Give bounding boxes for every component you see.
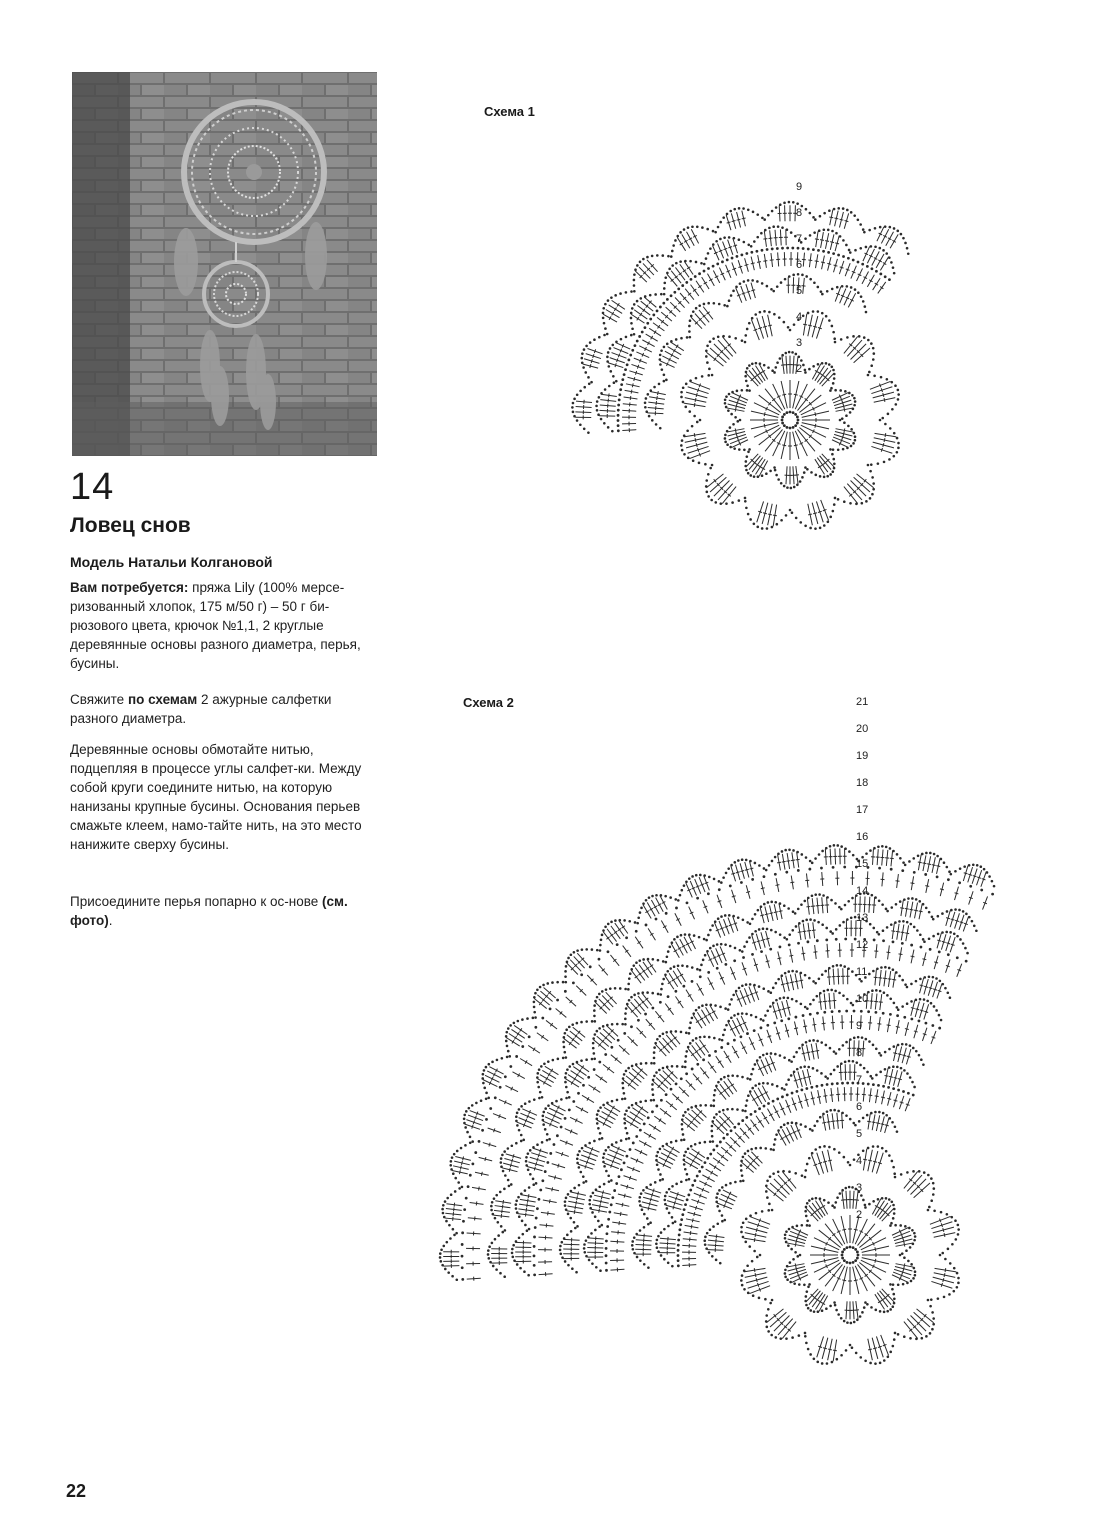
row-number: 3 [796, 337, 803, 349]
row-number: 6 [796, 259, 803, 271]
row-number: 20 [856, 723, 869, 735]
row-number: 14 [856, 885, 869, 897]
materials-label: Вам потребуется: [70, 580, 189, 595]
row-number: 19 [856, 750, 869, 762]
scheme2-label: Схема 2 [463, 695, 514, 710]
step3-post: . [108, 913, 113, 928]
materials-body: пряжа Lily (100% мерсе-ризованный хлопок, 175 м/50 г) – 50 г би-рюзового цвета, крючок №1,1, 2 круглые деревянные основы разного диаметра, перья, бусины. [70, 580, 361, 671]
row-number: 9 [856, 1020, 863, 1032]
scheme1-diagram [571, 181, 909, 530]
scheme1-label: Схема 1 [484, 104, 535, 119]
row-number: 17 [856, 804, 869, 816]
row-number: 2 [856, 1209, 863, 1221]
model-author: Модель Натальи Колгановой [70, 554, 273, 570]
row-number: 4 [796, 311, 803, 323]
model-title: Ловец снов [70, 514, 191, 537]
page-number: 22 [66, 1481, 87, 1501]
row-number: 11 [856, 966, 868, 978]
step1-pre: Свяжите [70, 692, 128, 707]
row-number: 5 [796, 285, 803, 297]
row-number: 7 [796, 233, 803, 245]
step3-bold: (см. фото) [70, 894, 348, 928]
row-number: 12 [856, 939, 869, 951]
row-number: 9 [796, 181, 803, 193]
row-number: 8 [796, 207, 803, 219]
row-number: 15 [856, 858, 869, 870]
step1-post: 2 ажурные салфетки разного диаметра. [70, 692, 332, 726]
row-number: 21 [856, 696, 869, 708]
row-number: 16 [856, 831, 869, 843]
step1-bold: по схемам [127, 692, 198, 707]
model-number: 14 [70, 466, 115, 508]
step2-paragraph: Деревянные основы обмотайте нитью, подцепляя в процессе углы салфет-ки. Между собой круги соедините нитью, на которую нанизаны крупные бусины. Основания перьев смажьте клеем, намо-тайте нить, на это место нанижите сверху бусины. [70, 742, 362, 852]
row-number: 13 [856, 912, 869, 924]
row-number: 7 [856, 1074, 863, 1086]
step3-pre: Присоедините перья попарно к ос-нове [70, 894, 323, 909]
row-number: 6 [856, 1101, 863, 1113]
row-number: 4 [856, 1155, 863, 1167]
row-number: 8 [856, 1047, 863, 1059]
row-number: 2 [796, 363, 803, 375]
scheme2-diagram [439, 696, 996, 1365]
row-number: 3 [856, 1182, 863, 1194]
row-number: 10 [856, 993, 869, 1005]
row-number: 18 [856, 777, 869, 789]
row-number: 5 [856, 1128, 863, 1140]
